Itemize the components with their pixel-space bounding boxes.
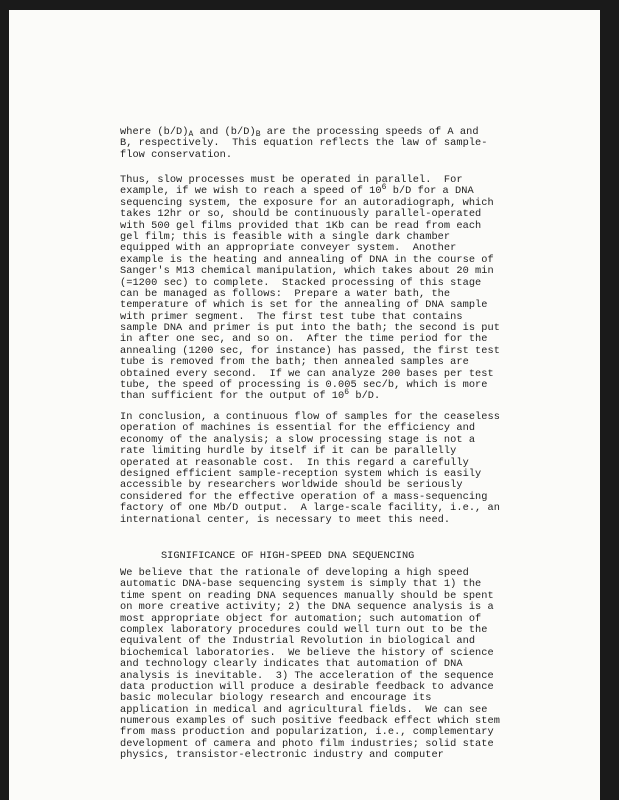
text-run: are the processing speeds of A and <box>260 126 479 138</box>
text-run: B, respectively. This equation reflects the law of sample- <box>120 137 488 150</box>
text-run: annealing (1200 sec, for instance) has passed, the first test <box>120 344 500 357</box>
text-run: considered for the effective operation of a mass-sequencing <box>120 490 488 503</box>
text-run: operation of machines is essential for the efficiency and <box>120 422 476 435</box>
text-run: operated at reasonable cost. In this regard a carefully <box>120 456 469 469</box>
text-run: than sufficient for the output of 10 <box>120 390 345 403</box>
text-run: Thus, slow processes must be operated in parallel. For <box>120 174 463 186</box>
text-run: b/D. <box>349 390 381 403</box>
subscript: B <box>255 130 261 139</box>
text-run: We believe that the rationale of developing a high speed <box>120 567 469 579</box>
text-run: example, if we wish to reach a speed of 10 <box>120 185 382 198</box>
text-run: physics, transistor-electronic industry and computer <box>120 749 444 762</box>
text-run: with 500 gel films provided that 1Kb can be read from each <box>120 219 482 232</box>
text-run: from mass production and popularization, i.e., complementary <box>120 726 494 739</box>
superscript: 6 <box>344 388 350 398</box>
text-line <box>120 515 500 526</box>
text-run: on more creative activity; 2) the DNA sequence analysis is a <box>120 601 494 614</box>
subscript: A <box>188 130 194 139</box>
text-run: equivalent of the Industrial Revolution in biological and <box>120 635 476 648</box>
text-run: in after one sec, and so on. After the time period for the <box>120 333 488 346</box>
text-run: analysis is inevitable. 3) The acceleration of the sequence <box>120 669 494 682</box>
text-run: (=1200 sec) to complete. Stacked processing of this stage <box>120 276 482 289</box>
text-run: tube is removed from the bath; then annealed samples are <box>120 356 469 369</box>
text-run: basic molecular biology research and encourage its <box>120 692 432 705</box>
paragraph-parallel-processing <box>120 175 500 403</box>
superscript: 6 <box>381 183 387 193</box>
text-line <box>120 388 500 403</box>
text-run: numerous examples of such positive feedback effect which stem <box>120 715 500 728</box>
text-line <box>120 750 500 761</box>
text-run: takes 12hr or so, should be continuously parallel-operated <box>120 208 482 221</box>
text-run: b/D for a DNA <box>386 185 474 198</box>
text-run: biochemical laboratories. We believe the history of science <box>120 646 494 659</box>
text-run: economy of the analysis; a slow processing stage is not a <box>120 433 476 446</box>
text-run: accessible by researchers worldwide should be seriously <box>120 479 463 492</box>
text-run: sequencing system, the exposure for an autoradiograph, which <box>120 196 494 209</box>
text-run: data production will produce a desirable feedback to advance <box>120 680 494 693</box>
text-run: factory of one Mb/D output. A large-scale facility, i.e., an <box>120 502 500 515</box>
text-run: where (b/D) <box>120 126 189 138</box>
text-run: international center, is necessary to meet this need. <box>120 513 451 526</box>
text-run: flow conservation. <box>120 148 233 161</box>
text-run: with primer segment. The first test tube that contains <box>120 310 463 323</box>
text-run: Sanger's M13 chemical manipulation, which takes about 20 min <box>120 265 494 278</box>
text-run: designed efficient sample-reception system which is easily <box>120 467 482 480</box>
text-run: In conclusion, a continuous flow of samples for the ceaseless <box>120 411 500 423</box>
text-run: application in medical and agricultural fields. We can see <box>120 703 488 716</box>
section-heading: SIGNIFICANCE OF HIGH-SPEED DNA SEQUENCING <box>161 550 415 562</box>
text-run: tube, the speed of processing is 0.005 sec/b, which is more <box>120 379 488 392</box>
text-run: and technology clearly indicates that automation of DNA <box>120 658 463 671</box>
text-run: can be managed as follows: Prepare a water bath, the <box>120 287 451 300</box>
text-run: development of camera and photo film industries; solid state <box>120 737 494 750</box>
text-run: and (b/D) <box>193 126 256 138</box>
text-run: rate limiting hurdle by itself if it can be parallelly <box>120 445 457 458</box>
text-run: obtained every second. If we can analyze 200 bases per test <box>120 367 494 380</box>
text-run: most appropriate object for automation; such automation of <box>120 612 482 625</box>
text-run: sample DNA and primer is put into the bath; the second is put <box>120 322 500 335</box>
text-run: automatic DNA-base sequencing system is simply that 1) the <box>120 578 482 591</box>
text-run: temperature of which is set for the annealing of DNA sample <box>120 299 488 312</box>
text-run: example is the heating and annealing of DNA in the course of <box>120 253 494 266</box>
text-line <box>120 150 488 161</box>
document-page <box>9 10 600 800</box>
text-run: complex laboratory procedures could well turn out to be the <box>120 623 488 636</box>
paragraph-conclusion <box>120 412 500 526</box>
paragraph-significance <box>120 568 500 762</box>
text-run: equipped with an appropriate conveyer system. Another <box>120 242 457 255</box>
paragraph-sample-flow-conservation <box>120 127 488 161</box>
text-run: time spent on reading DNA sequences manually should be spent <box>120 589 494 602</box>
text-run: gel film; this is feasible with a single dark chamber <box>120 230 451 243</box>
